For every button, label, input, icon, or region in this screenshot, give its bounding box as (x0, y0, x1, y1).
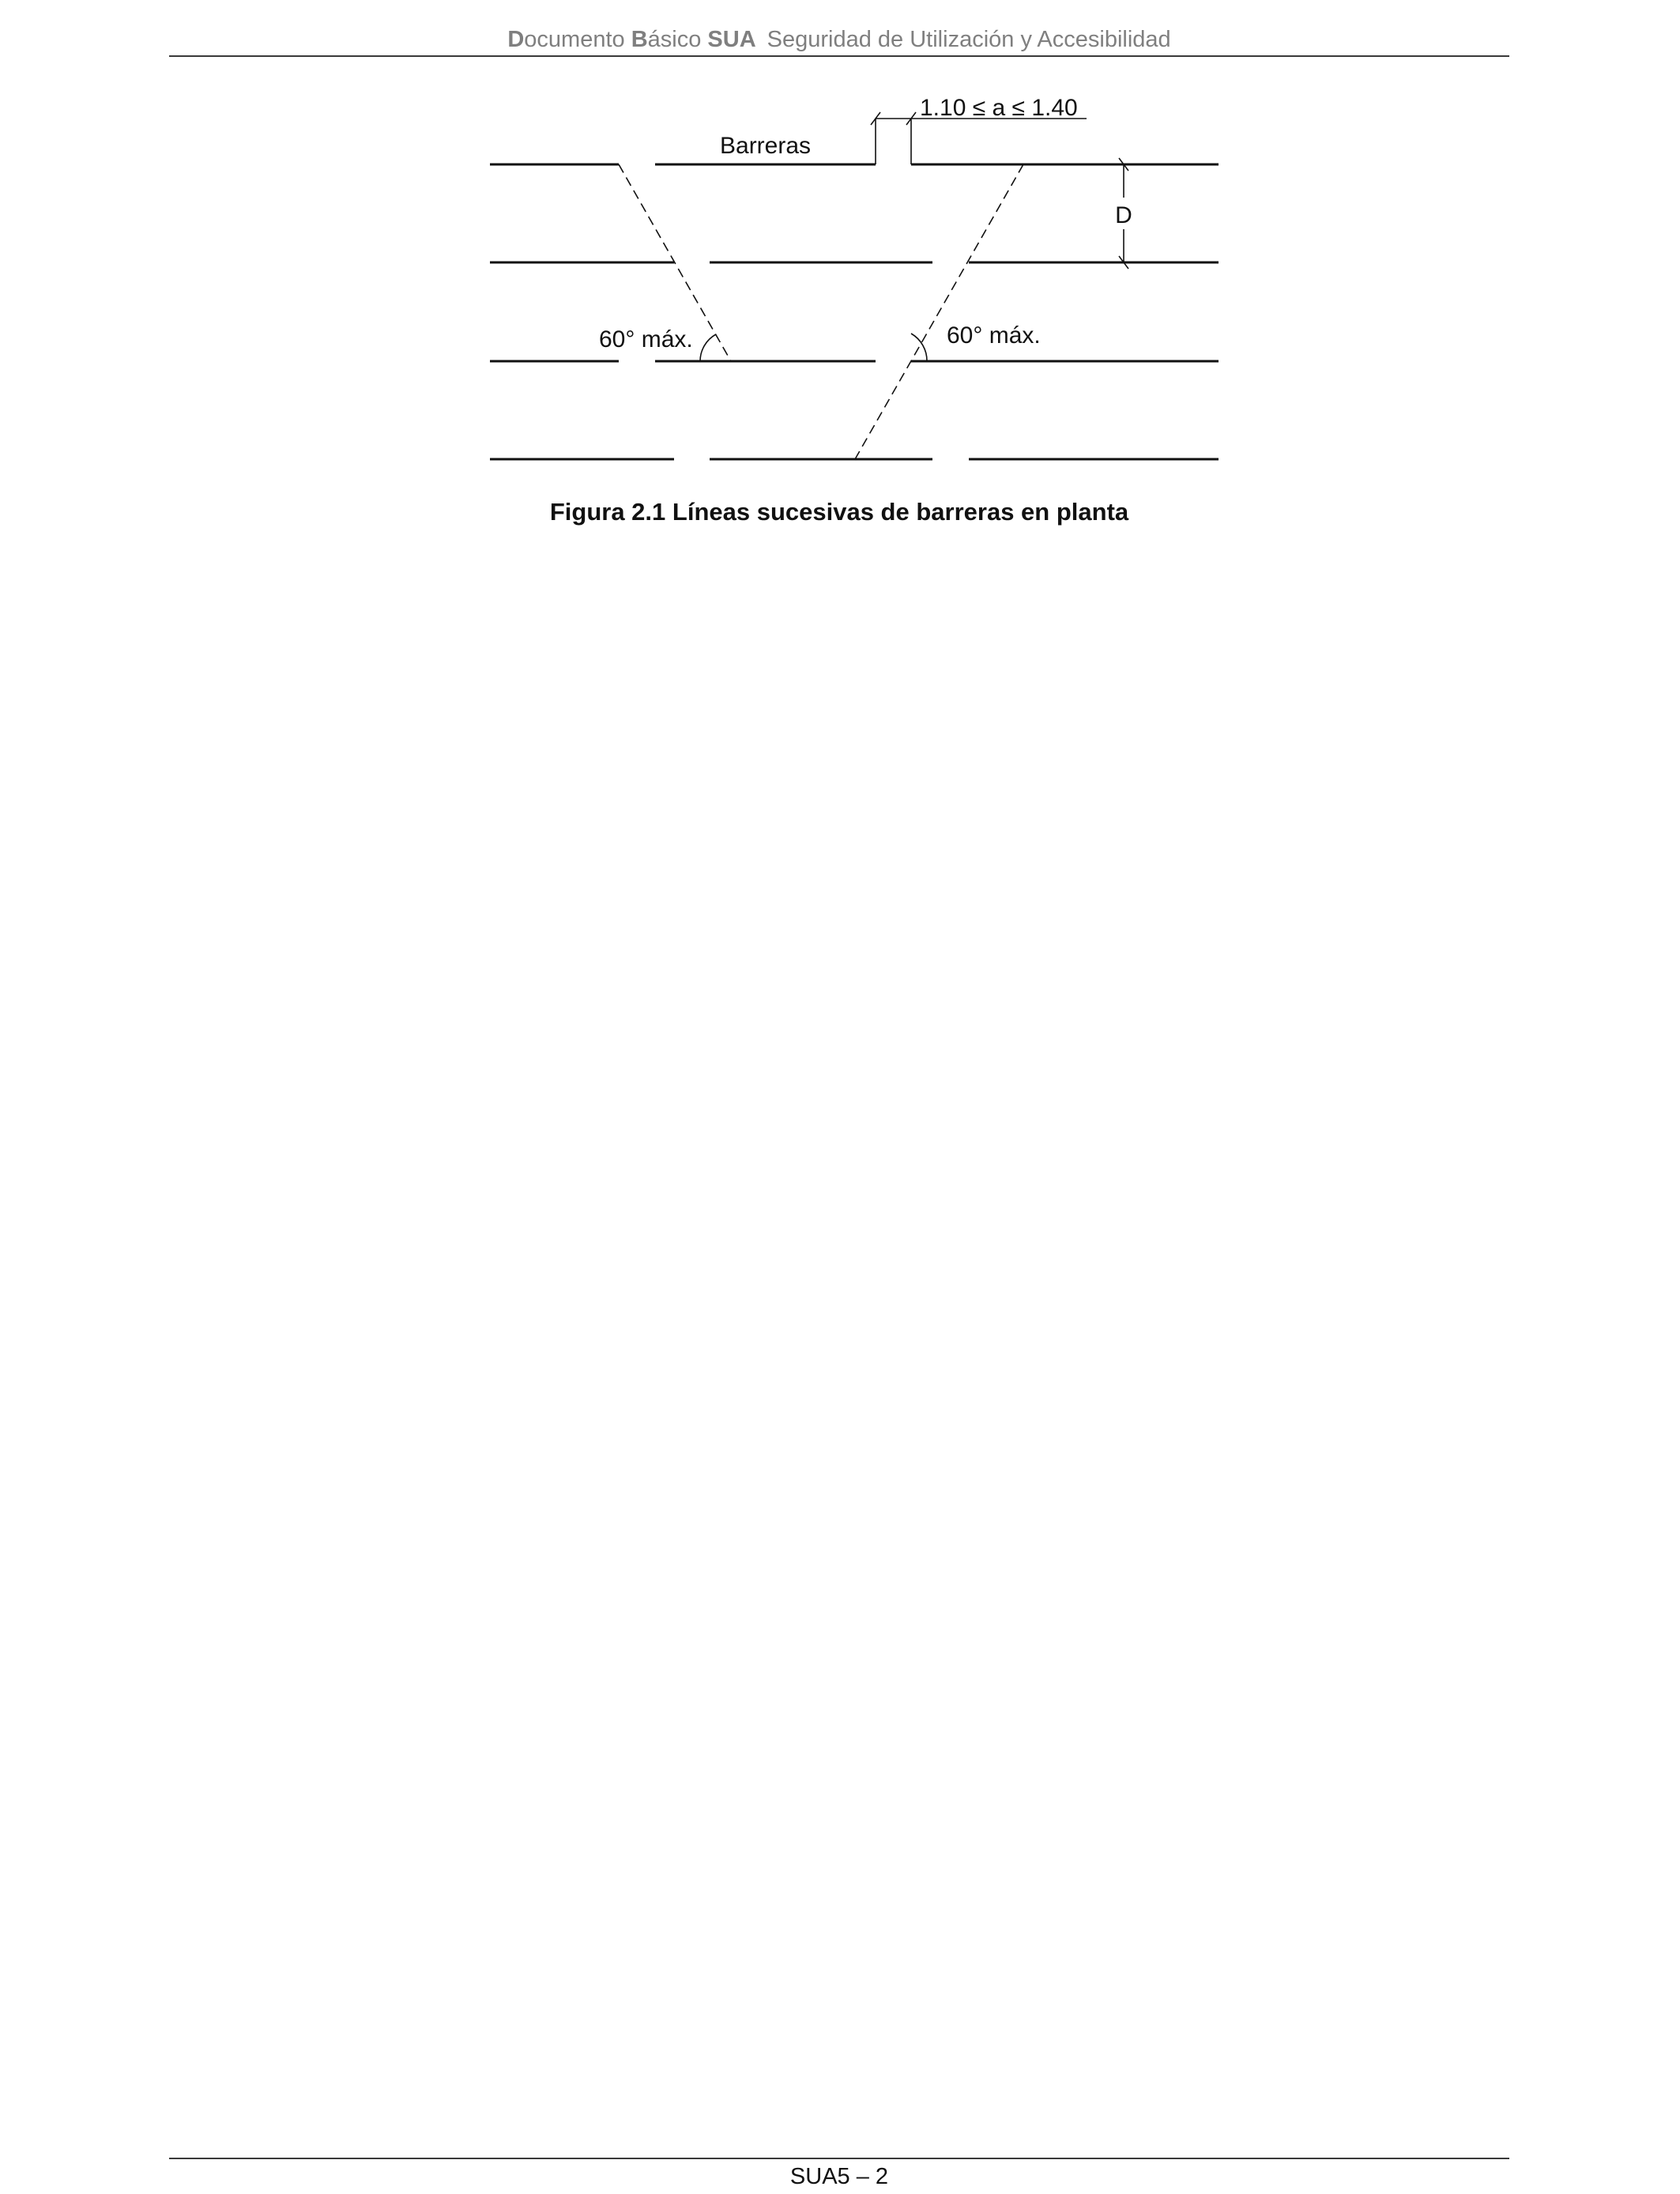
footer-rule (169, 2158, 1509, 2159)
header-b-initial: B (631, 27, 648, 52)
dimension-label: 1.10 ≤ a ≤ 1.40 (920, 95, 1078, 121)
header-sua: SUA (707, 27, 756, 52)
figure-caption: Figura 2.1 Líneas sucesivas de barreras en planta (549, 498, 1129, 526)
barrier-diagram (474, 95, 1225, 474)
page-header (169, 22, 1509, 57)
spacing-d-label: D (1115, 202, 1132, 228)
header-b-rest: ásico (647, 27, 708, 52)
barriers-label: Barreras (720, 133, 812, 159)
angle-label-right: 60° máx. (947, 322, 1041, 349)
header-d-initial: D (507, 27, 525, 52)
page-number: SUA5 – 2 (789, 2164, 889, 2189)
header-rule (169, 55, 1509, 57)
dashed-path-right (855, 164, 1023, 459)
header-subtitle: Seguridad de Utilización y Accesibilidad (767, 27, 1171, 52)
angle-label-left: 60° máx. (599, 326, 693, 352)
header-d-rest: ocumento (524, 27, 631, 52)
angle-arc-left (700, 334, 716, 361)
